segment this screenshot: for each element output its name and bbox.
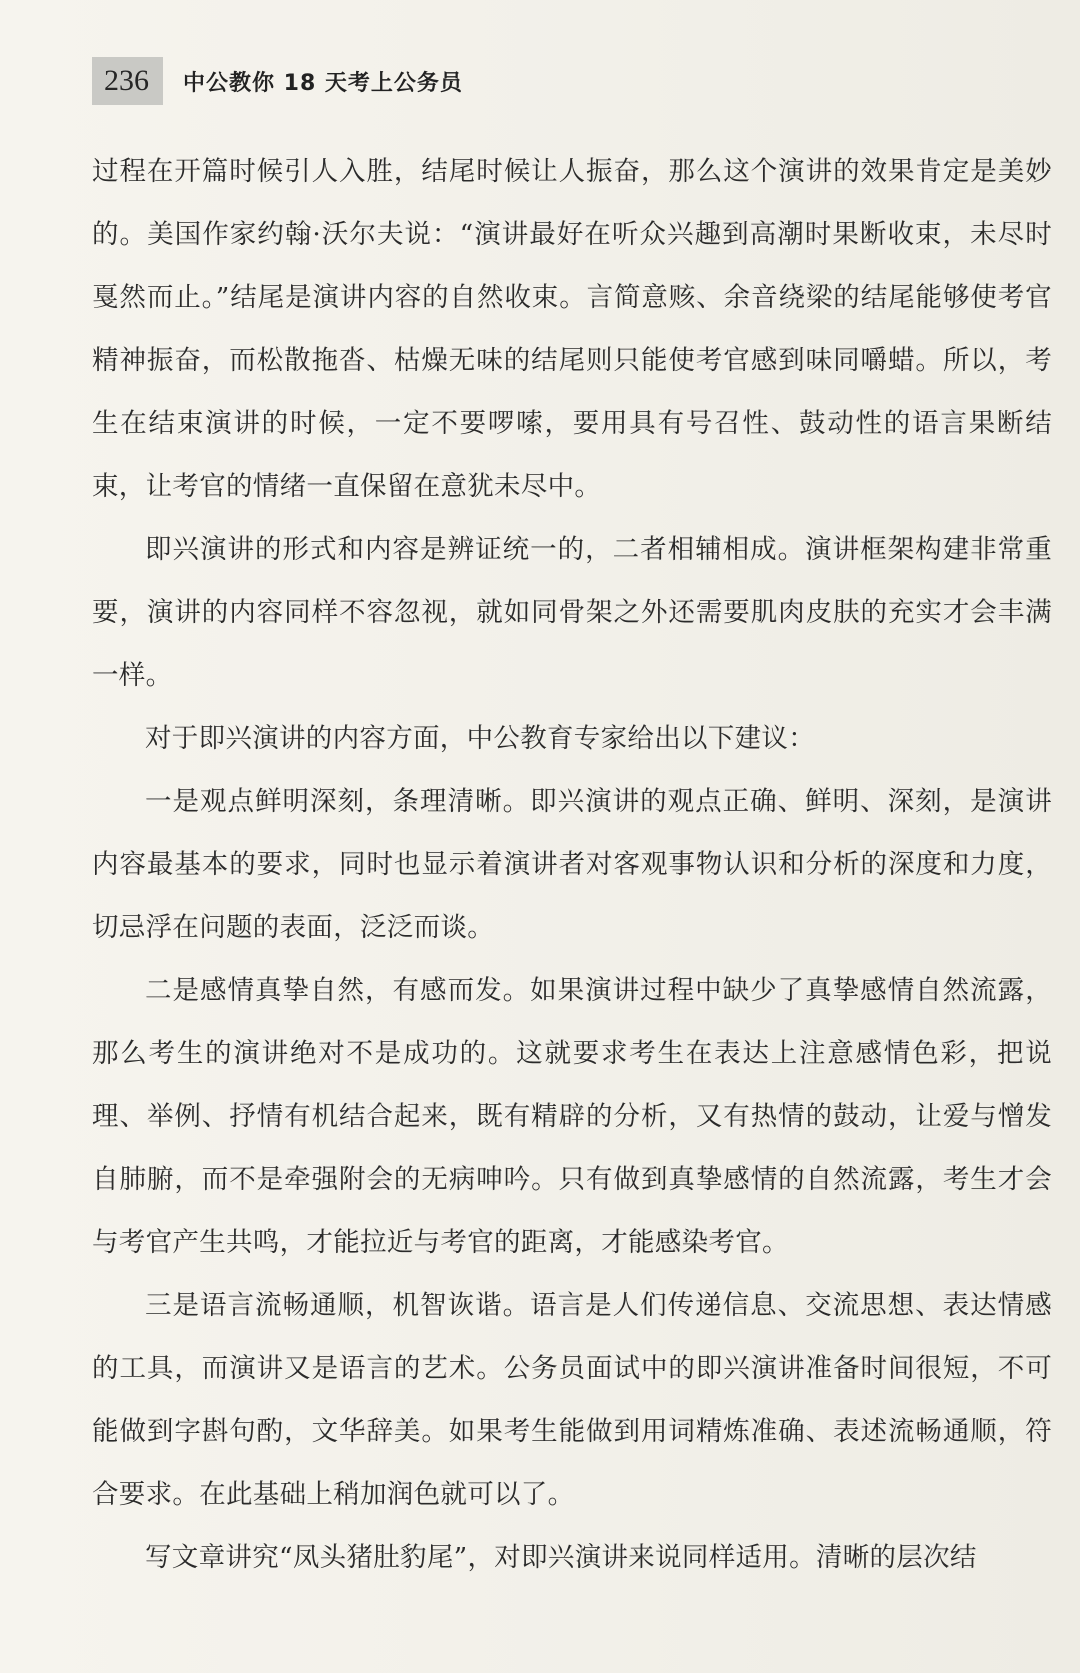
page-number: 236 bbox=[92, 57, 163, 105]
paragraph: 三是语言流畅通顺，机智诙谐。语言是人们传递信息、交流思想、表达情感的工具，而演讲又是语言的艺术。公务员面试中的即兴演讲准备时间很短，不可能做到字斟句酌，文华辞美。如果考生能做到用词精炼准确、表述流畅通顺，符合要求。在此基础上稍加润色就可以了。 bbox=[92, 1290, 1052, 1510]
book-title: 中公教你 18 天考上公务员 bbox=[183, 70, 463, 96]
paragraph: 一是观点鲜明深刻，条理清晰。即兴演讲的观点正确、鲜明、深刻，是演讲内容最基本的要求，同时也显示着演讲者对客观事物认识和分析的深度和力度，切忌浮在问题的表面，泛泛而谈。 bbox=[92, 786, 1052, 943]
paragraph-continuation: 过程在开篇时候引人入胜，结尾时候让人振奋，那么这个演讲的效果肯定是美妙的。美国作家约翰·沃尔夫说：“演讲最好在听众兴趣到高潮时果断收束，未尽时戛然而止。”结尾是演讲内容的自然收束。言简意赅、余音绕梁的结尾能够使考官精神振奋，而松散拖沓、枯燥无味的结尾则只能使考官感到味同嚼蜡。所以，考生在结束演讲的时候，一定不要啰嗦，要用具有号召性、鼓动性的语言果断结束，让考官的情绪一直保留在意犹未尽中。 bbox=[92, 156, 1052, 502]
paragraph: 对于即兴演讲的内容方面，中公教育专家给出以下建议： bbox=[145, 723, 815, 754]
body-text bbox=[92, 140, 1052, 1589]
paragraph: 写文章讲究“凤头猪肚豹尾”，对即兴演讲来说同样适用。清晰的层次结 bbox=[145, 1542, 977, 1573]
running-header bbox=[92, 56, 463, 106]
paragraph: 二是感情真挚自然，有感而发。如果演讲过程中缺少了真挚感情自然流露，那么考生的演讲绝对不是成功的。这就要求考生在表达上注意感情色彩，把说理、举例、抒情有机结合起来，既有精辟的分析，又有热情的鼓动，让爱与憎发自肺腑，而不是牵强附会的无病呻吟。只有做到真挚感情的自然流露，考生才会与考官产生共鸣，才能拉近与考官的距离，才能感染考官。 bbox=[92, 975, 1052, 1258]
paragraph: 即兴演讲的形式和内容是辨证统一的，二者相辅相成。演讲框架构建非常重要，演讲的内容同样不容忽视，就如同骨架之外还需要肌肉皮肤的充实才会丰满一样。 bbox=[92, 534, 1052, 691]
